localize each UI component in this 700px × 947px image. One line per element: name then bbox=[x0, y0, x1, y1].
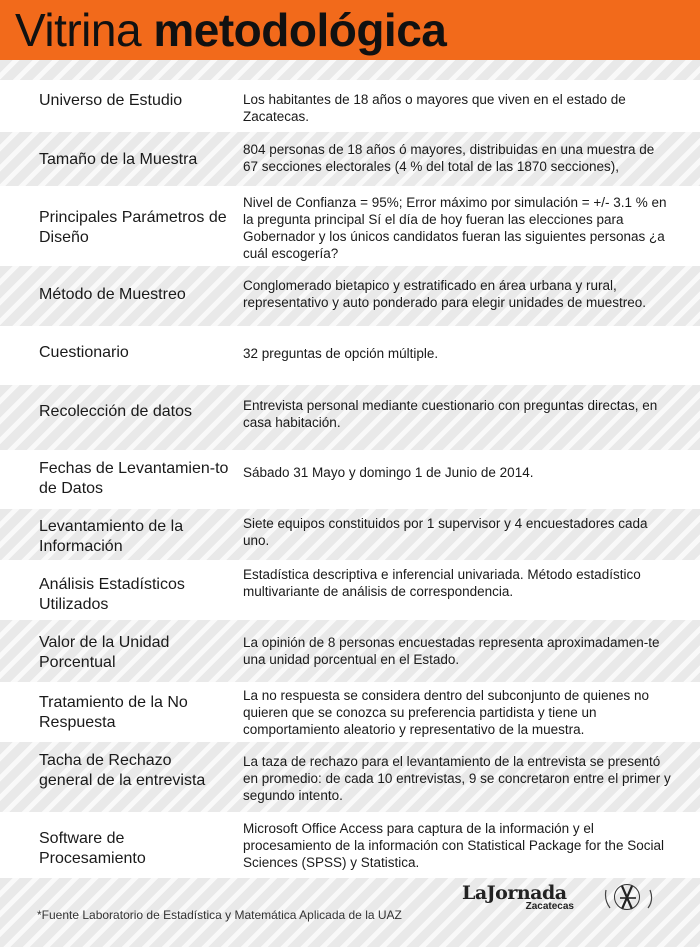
row-label: Tamaño de la Muestra bbox=[39, 151, 198, 168]
table-row bbox=[0, 450, 700, 509]
methodology-table bbox=[0, 80, 700, 878]
source-footnote: *Fuente Laboratorio de Estadística y Matemática Aplicada de la UAZ bbox=[37, 908, 402, 922]
row-label: Análisis Estadísticos Utilizados bbox=[39, 576, 185, 613]
row-value: Siete equipos constituidos por 1 supervisor y 4 encuestadores cada uno. bbox=[243, 516, 648, 548]
row-value: La opinión de 8 personas encuestadas representa aproximadamen-te una unidad porcentual en el Estado. bbox=[243, 635, 660, 667]
table-row bbox=[0, 266, 700, 326]
row-value: Entrevista personal mediante cuestionario con preguntas directas, en casa habitación. bbox=[243, 398, 658, 430]
row-value: La no respuesta se considera dentro del subconjunto de quienes no quieren que se conozca su preferencia partidista y tiene un comportamiento aleatorio y representativo de la muestra. bbox=[243, 688, 650, 737]
stripe-band bbox=[0, 60, 700, 80]
title-bold: metodológica bbox=[153, 4, 447, 56]
row-value: Conglomerado bietapico y estratificado en área urbana y rural, representativo y auto ponderado para elegir unidades de muestreo. bbox=[243, 278, 647, 310]
uaz-emblem-icon bbox=[600, 882, 660, 912]
row-value: Estadística descriptiva e inferencial univariada. Método estadístico multivariante de análisis de correspondencia. bbox=[243, 567, 641, 599]
row-value: La taza de rechazo para el levantamiento de la entrevista se presentó en promedio: de cada 10 entrevistas, 9 se concretaron entre el primer y segundo intento. bbox=[243, 754, 671, 803]
table-row bbox=[0, 326, 700, 385]
row-label: Valor de la Unidad Porcentual bbox=[39, 634, 170, 671]
title-light: Vitrina bbox=[15, 4, 154, 56]
row-value: Los habitantes de 18 años o mayores que viven en el estado de Zacatecas. bbox=[243, 92, 626, 124]
logo-subtitle: Zacatecas bbox=[525, 901, 574, 912]
table-row bbox=[0, 742, 700, 812]
header-banner bbox=[0, 0, 700, 60]
row-label: Tacha de Rechazo general de la entrevista bbox=[39, 752, 206, 789]
table-row bbox=[0, 620, 700, 682]
row-label: Universo de Estudio bbox=[39, 92, 183, 109]
row-label: Levantamiento de la Información bbox=[39, 518, 184, 555]
table-row bbox=[0, 509, 700, 560]
table-row bbox=[0, 186, 700, 266]
table-row bbox=[0, 812, 700, 878]
table-row bbox=[0, 385, 700, 450]
table-row bbox=[0, 682, 700, 742]
uaz-logo-icon bbox=[600, 882, 660, 912]
row-label: Tratamiento de la No Respuesta bbox=[39, 694, 188, 731]
table-row bbox=[0, 132, 700, 186]
la-jornada-logo bbox=[462, 882, 574, 912]
logo-name: LaJornada bbox=[462, 882, 567, 904]
row-label: Principales Parámetros de Diseño bbox=[39, 209, 227, 246]
row-label: Software de Procesamiento bbox=[39, 830, 146, 867]
page-title bbox=[15, 4, 446, 56]
row-value: Microsoft Office Access para captura de la información y el procesamiento de la información con Statistical Package for the Social Sciences (SPSS) y Statistica. bbox=[243, 821, 664, 870]
table-row bbox=[0, 80, 700, 132]
row-value: Sábado 31 Mayo y domingo 1 de Junio de 2014. bbox=[243, 465, 534, 480]
row-label: Fechas de Levantamien-to de Datos bbox=[39, 460, 229, 497]
row-label: Recolección de datos bbox=[39, 403, 192, 420]
row-value: 804 personas de 18 años ó mayores, distribuidas en una muestra de 67 secciones electorales (4 % del total de las 1870 secciones), bbox=[243, 142, 655, 174]
table-row bbox=[0, 560, 700, 620]
row-label: Método de Muestreo bbox=[39, 286, 186, 303]
row-label: Cuestionario bbox=[39, 344, 129, 361]
row-value: Nivel de Confianza = 95%; Error máximo por simulación = +/- 3.1 % en la pregunta principal Sí el día de hoy fueran las elecciones para Gobernador y los únicos candidatos fueran las siguientes personas ¿a cuál escogería? bbox=[243, 195, 667, 261]
row-value: 32 preguntas de opción múltiple. bbox=[243, 346, 439, 361]
